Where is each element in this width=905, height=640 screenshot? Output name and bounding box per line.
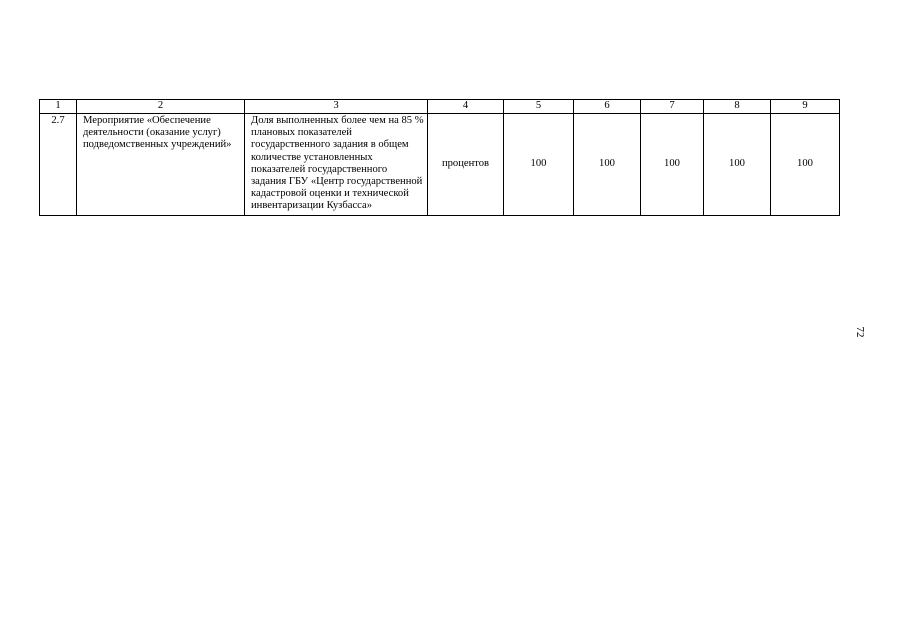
column-header-4: 4 [428,100,504,114]
event-name-cell: Мероприятие «Обеспечение деятельности (оказание услуг) подведомственных учреждений» [77,114,245,216]
value-cell-6: 100 [574,114,641,216]
column-header-7: 7 [641,100,704,114]
indicator-name-cell: Доля выполненных более чем на 85 % плановых показателей государственного задания в общем количестве установленных показателей государственного задания ГБУ «Центр государственной кадастровой оценки и технической инвентаризации Кузбасса» [245,114,428,216]
table-header-row [40,100,840,114]
indicators-table [39,99,840,216]
column-header-5: 5 [504,100,574,114]
column-header-8: 8 [704,100,771,114]
column-header-1: 1 [40,100,77,114]
value-cell-7: 100 [641,114,704,216]
column-header-3: 3 [245,100,428,114]
value-cell-5: 100 [504,114,574,216]
column-header-2: 2 [77,100,245,114]
page-number: 72 [854,326,866,338]
row-number: 2.7 [40,114,77,216]
value-cell-8: 100 [704,114,771,216]
value-cell-9: 100 [771,114,840,216]
column-header-9: 9 [771,100,840,114]
table-row [40,114,840,216]
column-header-6: 6 [574,100,641,114]
unit-cell: процентов [428,114,504,216]
